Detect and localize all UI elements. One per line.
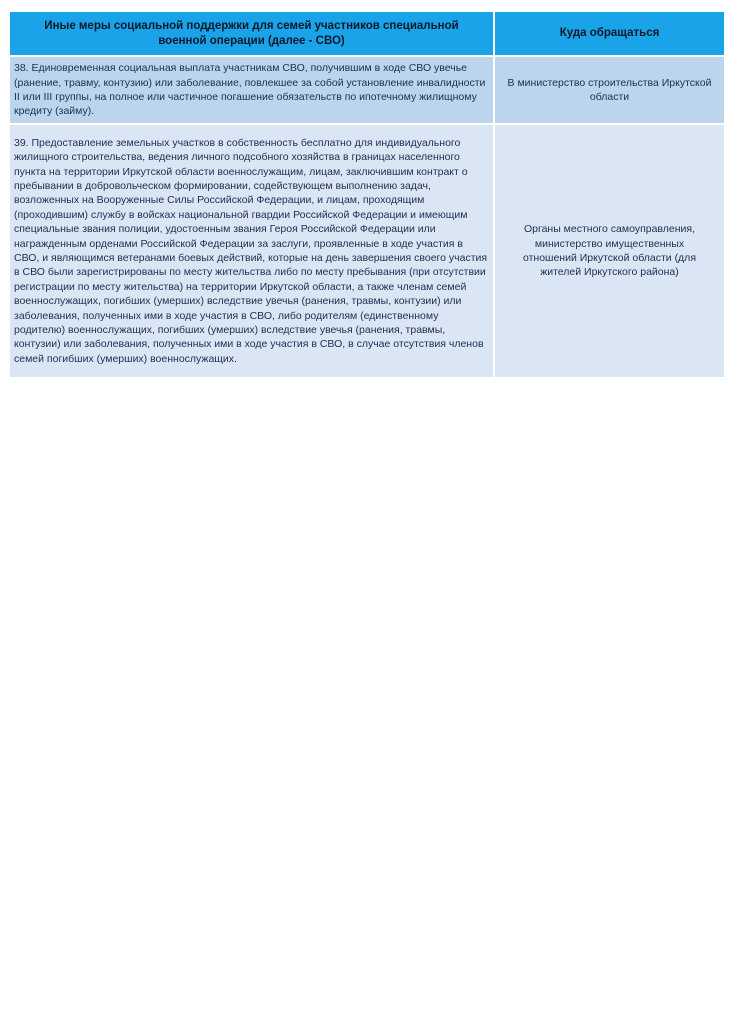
measure-cell: 39. Предоставление земельных участков в собственность бесплатно для индивидуального жилищного строительства, ведения личного подсобного хозяйства в границах населенного пункта на территории Иркутской области военнослужащим, лицам, заключившим контракт о пребывании в добровольческом формировании, содействующем выполнению задач, возложенных на Вооруженные Силы Российской Федерации, и лицам, проходящим (проходившим) службу в войсках национальной гвардии Российской Федерации и имеющим специальные звания полиции, удостоенным звания Героя Российской Федерации или награжденным орденами Российской Федерации за заслуги, проявленные в ходе участия в СВО, и являющимся ветеранами боевых действий, которые на день завершения своего участия в СВО были зарегистрированы по месту жительства либо по месту пребывания (при отсутствии регистрации по месту жительства) на территории Иркутской области, а также членам семей военнослужащих, погибших (умерших) вследствие увечья (ранения, травмы, контузии) или заболевания, полученных ими в ходе участия в СВО, либо родителям (единственному родителю) военнослужащих, погибших (умерших) вследствие увечья (ранения, травмы, контузии) или заболевания, полученных ими в ходе участия в СВО, в случае отсутствия членов семей погибших (умерших) военнослужащих.	[10, 125, 495, 379]
header-row	[10, 12, 724, 57]
where-to-apply-cell: В министерство строительства Иркутской области	[495, 57, 724, 125]
header-measures: Иные меры социальной поддержки для семей участников специальной военной операции (далее - СВО)	[10, 12, 495, 57]
header-where-to-apply: Куда обращаться	[495, 12, 724, 57]
table-row	[10, 125, 724, 379]
measure-cell: 38. Единовременная социальная выплата участникам СВО, получившим в ходе СВО увечье (ранение, травму, контузию) или заболевание, повлекшее за собой установление инвалидности II или III группы, на полное или частичное погашение обязательств по ипотечному жилищному кредиту (займу).	[10, 57, 495, 125]
where-to-apply-cell: Органы местного самоуправления, министерство имущественных отношений Иркутской области (для жителей Иркутского района)	[495, 125, 724, 379]
table-header	[10, 12, 724, 57]
table-row	[10, 57, 724, 125]
support-measures-table	[10, 12, 724, 379]
